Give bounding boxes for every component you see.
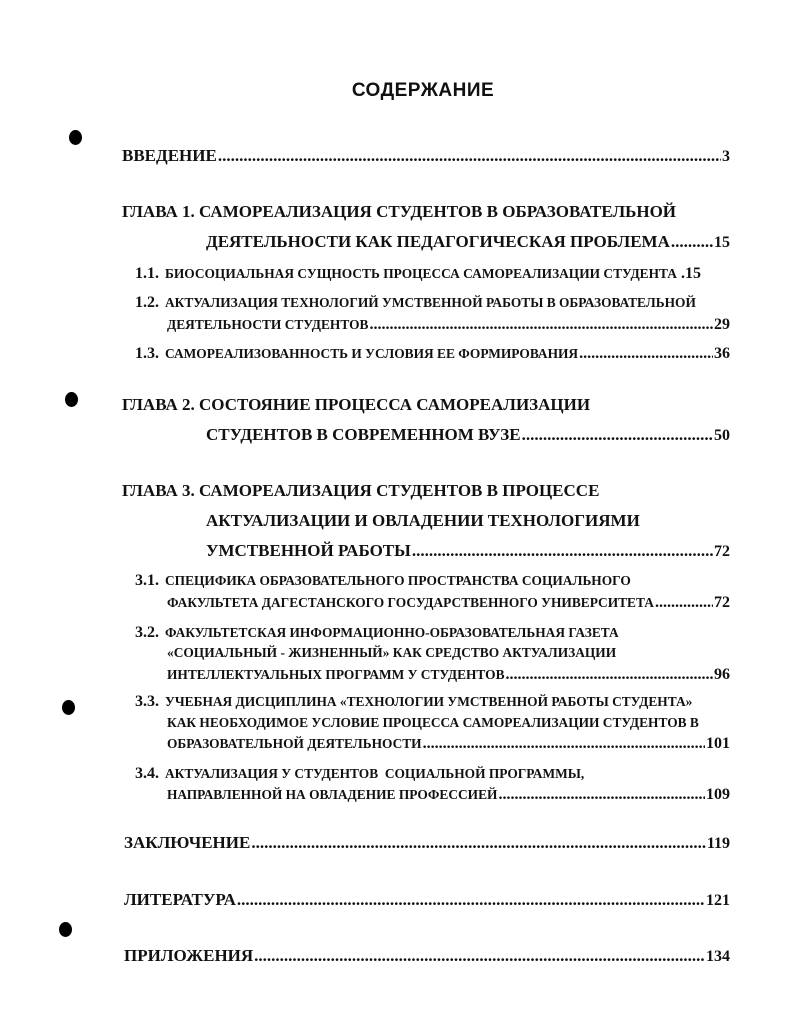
chapter-3-title-cont: АКТУАЛИЗАЦИИ И ОВЛАДЕНИИ ТЕХНОЛОГИЯМИ — [206, 511, 640, 530]
toc-entry-chapter-2 — [206, 425, 730, 445]
dot-leader — [412, 541, 713, 561]
page-number: 3 — [722, 148, 730, 165]
dot-leader — [655, 594, 713, 612]
section-title-cont: НАПРАВЛЕННОЙ НА ОВЛАДЕНИЕ ПРОФЕССИЕЙ — [167, 787, 498, 802]
section-title: АКТУАЛИЗАЦИЯ ТЕХНОЛОГИЙ УМСТВЕННОЙ РАБОТЫ В ОБРАЗОВАТЕЛЬНОЙ — [165, 295, 696, 310]
dot-leader — [218, 146, 721, 166]
toc-entry-3-2-cont-2 — [167, 666, 730, 684]
page-number: 109 — [706, 786, 730, 803]
section-title-cont: ДЕЯТЕЛЬНОСТИ СТУДЕНТОВ — [167, 317, 369, 332]
chapter-2-title: ГЛАВА 2. СОСТОЯНИЕ ПРОЦЕССА САМОРЕАЛИЗАЦИИ — [122, 395, 591, 414]
page-number: 15 — [714, 234, 730, 251]
chapter-1-title: ГЛАВА 1. САМОРЕАЛИЗАЦИЯ СТУДЕНТОВ В ОБРАЗОВАТЕЛЬНОЙ — [122, 202, 677, 221]
toc-entry-intro — [122, 146, 730, 166]
page-number: 36 — [714, 345, 730, 362]
dot-leader — [423, 735, 705, 753]
punch-hole-3 — [62, 700, 75, 715]
toc-entry-3-2-cont: «СОЦИАЛЬНЫЙ - ЖИЗНЕННЫЙ» КАК СРЕДСТВО АКТУАЛИЗАЦИИ — [167, 645, 617, 660]
toc-entry-3-4-cont — [167, 786, 730, 804]
section-number: 1.3. — [135, 345, 159, 362]
page-number: 119 — [706, 835, 730, 852]
toc-entry-1-2-cont — [167, 316, 730, 334]
dot-leader — [498, 786, 705, 804]
toc-entry-label: ЛИТЕРАТУРА — [124, 890, 236, 909]
dot-leader — [254, 946, 705, 966]
toc-entry-chapter-3 — [206, 541, 730, 561]
section-title-cont: ФАКУЛЬТЕТА ДАГЕСТАНСКОГО ГОСУДАРСТВЕННОГО УНИВЕРСИТЕТА — [167, 595, 654, 610]
page-number: 121 — [706, 892, 730, 909]
page-number: 72 — [714, 543, 730, 560]
page-number: 101 — [706, 735, 730, 752]
toc-entry-1-1 — [135, 265, 730, 283]
section-number: 3.2. — [135, 624, 159, 641]
toc-entry-3-1 — [135, 572, 631, 590]
punch-hole-1 — [69, 130, 82, 145]
page-number: 72 — [714, 594, 730, 611]
toc-entry-label: ЗАКЛЮЧЕНИЕ — [124, 833, 251, 852]
toc-entry-3-1-cont — [167, 594, 730, 612]
toc-entry-3-3-cont-2 — [167, 735, 730, 753]
toc-entry-1-2 — [135, 294, 696, 312]
toc-entry-3-3-cont: КАК НЕОБХОДИМОЕ УСЛОВИЕ ПРОЦЕССА САМОРЕАЛИЗАЦИИ СТУДЕНТОВ В — [167, 715, 699, 730]
section-number: 1.1. — [135, 265, 159, 282]
page-number: 96 — [714, 666, 730, 683]
toc-entry-3-3 — [135, 693, 692, 711]
toc-entry-label: ПРИЛОЖЕНИЯ — [124, 946, 254, 965]
page-title: СОДЕРЖАНИЕ — [351, 80, 495, 101]
section-title: САМОРЕАЛИЗОВАННОСТЬ И УСЛОВИЯ ЕЕ ФОРМИРОВАНИЯ — [165, 346, 579, 361]
toc-entry-conclusion — [124, 833, 730, 853]
punch-hole-4 — [59, 922, 72, 937]
dot-leader — [522, 425, 713, 445]
page-number: 29 — [714, 316, 730, 333]
dot-leader — [369, 316, 713, 334]
page-number: 50 — [714, 427, 730, 444]
section-title: УЧЕБНАЯ ДИСЦИПЛИНА «ТЕХНОЛОГИИ УМСТВЕННОЙ РАБОТЫ СТУДЕНТА» — [165, 694, 693, 709]
toc-entry-chapter-1 — [206, 232, 730, 252]
toc-entry-label: ВВЕДЕНИЕ — [122, 146, 217, 165]
section-number: 1.2. — [135, 294, 159, 311]
toc-entry-3-2 — [135, 624, 619, 642]
punch-hole-2 — [65, 392, 78, 407]
toc-entry-appendix — [124, 946, 730, 966]
section-title-cont: ИНТЕЛЛЕКТУАЛЬНЫХ ПРОГРАММ У СТУДЕНТОВ — [167, 667, 505, 682]
section-title-cont: ОБРАЗОВАТЕЛЬНОЙ ДЕЯТЕЛЬНОСТИ — [167, 736, 422, 751]
toc-entry-literature — [124, 890, 730, 910]
section-number: 3.3. — [135, 693, 159, 710]
section-title: АКТУАЛИЗАЦИЯ У СТУДЕНТОВ СОЦИАЛЬНОЙ ПРОГРАММЫ, — [165, 766, 585, 781]
page-number: .15 — [680, 265, 701, 282]
section-number: 3.4. — [135, 765, 159, 782]
section-title: СПЕЦИФИКА ОБРАЗОВАТЕЛЬНОГО ПРОСТРАНСТВА СОЦИАЛЬНОГО — [165, 573, 631, 588]
dot-leader — [251, 833, 706, 853]
dot-leader — [237, 890, 705, 910]
toc-entry-1-3 — [135, 345, 730, 363]
toc-entry-3-4 — [135, 765, 584, 783]
dot-leader — [506, 666, 713, 684]
chapter-2-title-cont: СТУДЕНТОВ В СОВРЕМЕННОМ ВУЗЕ — [206, 425, 521, 444]
chapter-3-title-cont-2: УМСТВЕННОЙ РАБОТЫ — [206, 541, 411, 560]
section-number: 3.1. — [135, 572, 159, 589]
chapter-3-title: ГЛАВА 3. САМОРЕАЛИЗАЦИЯ СТУДЕНТОВ В ПРОЦЕССЕ — [122, 481, 600, 500]
chapter-1-title-cont: ДЕЯТЕЛЬНОСТИ КАК ПЕДАГОГИЧЕСКАЯ ПРОБЛЕМА — [206, 232, 670, 251]
dot-leader — [579, 345, 713, 363]
section-title: ФАКУЛЬТЕТСКАЯ ИНФОРМАЦИОННО-ОБРАЗОВАТЕЛЬНАЯ ГАЗЕТА — [165, 625, 619, 640]
page-number: 134 — [706, 948, 730, 965]
dot-leader — [671, 232, 713, 252]
section-title: БИОСОЦИАЛЬНАЯ СУЩНОСТЬ ПРОЦЕССА САМОРЕАЛИЗАЦИИ СТУДЕНТА — [165, 266, 677, 281]
